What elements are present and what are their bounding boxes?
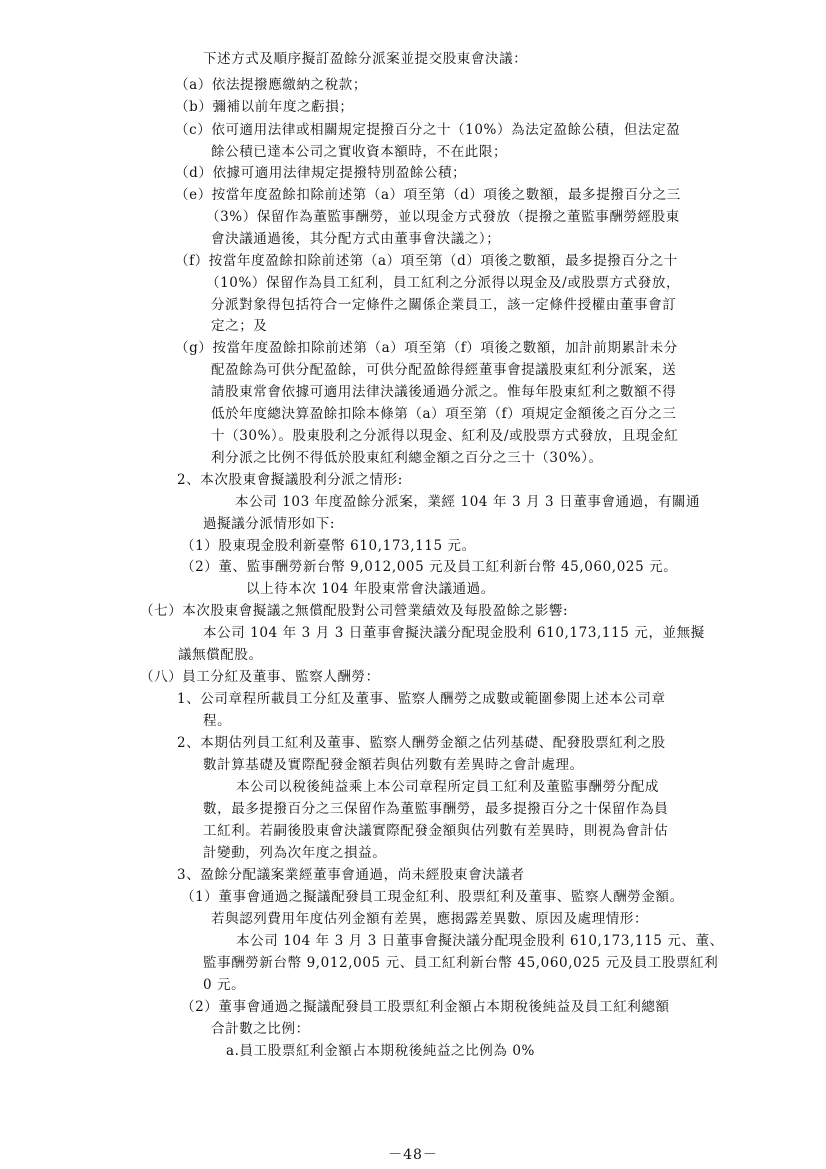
text-line: 議無償配股。 (178, 647, 263, 663)
text-line: （b）彌補以前年度之虧損； (175, 99, 354, 115)
text-line: 過擬議分派情形如下: (203, 516, 336, 532)
page-number: －48－ (388, 1147, 438, 1163)
text-line: 利分派之比例不得低於股東紅利總金額之百分之三十（30%）。 (211, 450, 603, 466)
text-line: （c）依可適用法律或相關規定提撥百分之十（10%）為法定盈餘公積，但法定盈 (175, 122, 681, 138)
text-line: a.員工股票紅利金額占本期稅後純益之比例為 0% (226, 1043, 535, 1059)
text-line: 餘公積已達本公司之實收資本額時，不在此限； (211, 144, 508, 160)
text-line: （10%）保留作為員工紅利，員工紅利之分派得以現金及/或股票方式發放， (206, 275, 681, 291)
text-line: 請股東常會依據可適用法律決議後通過分派之。惟每年股東紅利之數額不得 (211, 384, 677, 400)
text-line: 本公司 103 年度盈餘分派案，業經 104 年 3 月 3 日董事會通過，有關通 (235, 494, 701, 510)
text-line: 本公司以稅後純益乘上本公司章程所定員工紅利及董監事酬勞分配成 (236, 779, 659, 795)
text-line: 數，最多提撥百分之三保留作為董監事酬勞，最多提撥百分之十保留作為員 (203, 801, 669, 817)
text-line: 配盈餘為可供分配盈餘，可供分配盈餘得經董事會提議股東紅利分派案，送 (211, 362, 677, 378)
text-line: 本公司 104 年 3 月 3 日董事會擬決議分配現金股利 610,173,115 元，並無擬 (203, 625, 705, 641)
section-heading: （七）本次股東會擬議之無償配股對公司營業績效及每股盈餘之影響: (140, 603, 569, 619)
text-line: 計變動，列為次年度之損益。 (203, 845, 387, 861)
text-line: （1）董事會通過之擬議配發員工現金紅利、股票紅利及董事、監察人酬勞金額。 (181, 889, 684, 905)
section-heading: （八）員工分紅及董事、監察人酬勞： (140, 669, 380, 685)
text-line: 分派對象得包括符合一定條件之關係企業員工，該一定條件授權由董事會訂 (211, 297, 677, 313)
text-line: （d）依據可適用法律規定提撥特別盈餘公積； (175, 165, 467, 181)
text-line: 本公司 104 年 3 月 3 日董事會擬決議分配現金股利 610,173,115 元、董、 (236, 933, 724, 949)
text-line: 程。 (203, 713, 232, 729)
text-line: 合計數之比例： (211, 1021, 310, 1037)
text-line: （e）按當年度盈餘扣除前述第（a）項至第（d）項後之數額，最多提撥百分之三 (175, 187, 681, 203)
text-line: 下述方式及順序擬訂盈餘分派案並提交股東會決議： (203, 51, 528, 67)
text-line: （f）按當年度盈餘扣除前述第（a）項至第（d）項後之數額，最多提撥百分之十 (175, 253, 678, 269)
text-line: 若與認列費用年度估列金額有差異，應揭露差異數、原因及處理情形： (211, 911, 649, 927)
text-line: （g）按當年度盈餘扣除前述第（a）項至第（f）項後之數額，加計前期累計未分 (175, 340, 678, 356)
text-line: （a）依法提撥應繳納之稅款； (175, 77, 367, 93)
text-line: 數計算基礎及實際配發金額若與估列數有差異時之會計處理。 (203, 757, 584, 773)
text-line: 2、本期估列員工紅利及董事、監察人酬勞金額之估列基礎、配發股票紅利之股 (177, 735, 666, 751)
text-line: 十（30%）。股東股利之分派得以現金、紅利及/或股票方式發放，且現金紅 (211, 428, 679, 444)
text-line: 監事酬勞新台幣 9,012,005 元、員工紅利新台幣 45,060,025 元及員工股票紅利 (203, 955, 719, 971)
text-line: 1、公司章程所載員工分紅及董事、監察人酬勞之成數或範圍參閱上述本公司章 (177, 691, 666, 707)
text-line: 0 元。 (203, 977, 246, 993)
text-line: 定之；及 (211, 318, 268, 334)
text-line: 2、本次股東會擬議股利分派之情形: (177, 472, 403, 488)
text-line: 會決議通過後，其分配方式由董事會決議之）； (211, 231, 501, 247)
text-line: 3、盈餘分配議案業經董事會通過，尚未經股東會決議者 (177, 867, 525, 883)
text-line: 以上待本次 104 年股東常會決議通過。 (246, 581, 495, 597)
text-line: 低於年度總決算盈餘扣除本條第（a）項至第（f）項規定金額後之百分之三 (211, 406, 677, 422)
text-line: （3%）保留作為董監事酬勞，並以現金方式發放（提撥之董監事酬勞經股東 (206, 209, 680, 225)
text-line: （2）董、監事酬勞新台幣 9,012,005 元及員工紅利新台幣 45,060,025 元。 (181, 559, 678, 575)
text-line: 工紅利。若嗣後股東會決議實際配發金額與估列數有差異時，則視為會計估 (203, 823, 669, 839)
text-line: （2）董事會通過之擬議配發員工股票紅利金額占本期稅後純益及員工紅利總額 (181, 999, 670, 1015)
text-line: （1）股東現金股利新臺幣 610,173,115 元。 (181, 538, 476, 554)
